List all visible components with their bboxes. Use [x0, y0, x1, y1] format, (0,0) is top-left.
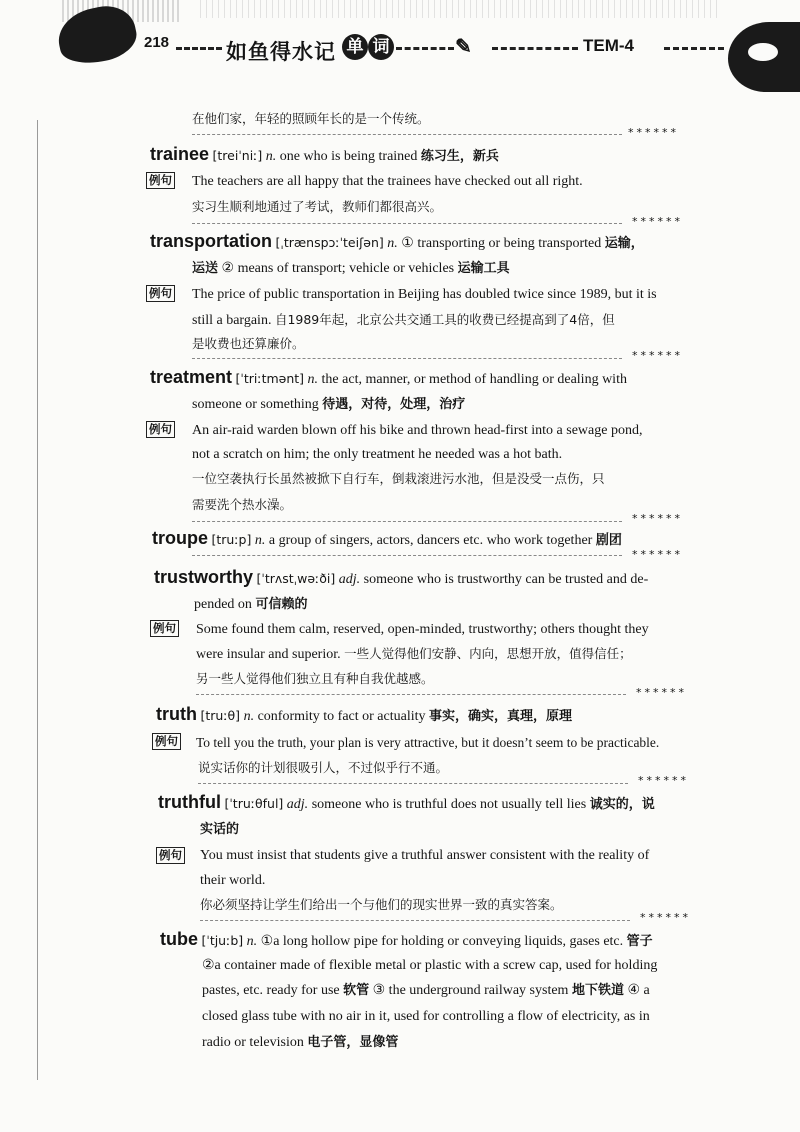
example-sentence-cont	[196, 645, 632, 663]
example-translation: 一些人觉得他们安静、内向，思想开放，值得信任；	[344, 646, 632, 661]
chinese-gloss: 待遇，对待，处理，治疗	[322, 397, 466, 412]
example-sentence-cont: their world.	[200, 873, 266, 888]
definition: someone who is truthful does not usually tell lies	[311, 797, 587, 812]
definition: radio or television	[202, 1035, 304, 1050]
definition: pastes, etc. ready for use	[202, 983, 340, 998]
example-tag: 例句	[150, 620, 179, 637]
entry-transportation-cont	[192, 260, 510, 277]
header-dash	[396, 47, 454, 50]
header-dash	[176, 47, 222, 50]
chinese-gloss: 地下铁道	[571, 983, 624, 998]
entry-trustworthy-cont	[194, 596, 307, 613]
chinese-gloss: 管子	[626, 934, 653, 949]
part-of-speech: n.	[243, 709, 255, 724]
part-of-speech: adj.	[338, 572, 361, 587]
badge-dan: 单	[342, 34, 368, 60]
separator-line	[198, 783, 628, 784]
header-dash	[492, 47, 578, 50]
entry-trainee	[150, 146, 499, 165]
entry-treatment-cont	[192, 396, 465, 413]
definition: ①a long hollow pipe for holding or conveying liquids, gases etc.	[260, 934, 624, 949]
example-sentence: You must insist that students give a truthful answer consistent with the reality of	[200, 848, 650, 863]
separator-line	[192, 358, 622, 359]
header-texture	[200, 0, 720, 18]
entry-tube-cont	[202, 1034, 398, 1051]
chinese-gloss: 事实，确实，真理，原理	[429, 709, 573, 724]
entry-troupe	[152, 530, 622, 549]
example-sentence-cont: not a scratch on him; the only treatment he needed was a hot bath.	[192, 447, 563, 462]
part-of-speech: adj.	[286, 797, 309, 812]
definition: ① transporting or being transported	[401, 236, 602, 251]
separator-stars: ******	[636, 686, 687, 699]
definition: ③ the underground railway system	[372, 983, 569, 998]
phonetic: [ˈtrʌstˌwəːði]	[256, 571, 336, 586]
entry-trustworthy	[154, 569, 648, 588]
chinese-gloss: 可信赖的	[255, 597, 308, 612]
definition: ④ a	[627, 983, 650, 998]
definition: closed glass tube with no air in it, used for controlling a flow of electricity, as in	[202, 1009, 650, 1024]
example-translation: 是收费也还算廉价。	[192, 336, 305, 351]
headword: tube	[160, 929, 198, 949]
example-sentence: Some found them calm, reserved, open-minded, trustworthy; others thought they	[196, 622, 649, 637]
definition: ②a container made of flexible metal or plastic with a screw cap, used for holding	[202, 958, 658, 973]
chinese-gloss: 软管	[343, 983, 370, 998]
separator-stars: ******	[628, 126, 679, 139]
definition: one who is being trained	[279, 149, 418, 164]
page-number: 218	[144, 34, 170, 51]
entry-tube-cont	[202, 982, 650, 999]
headword: transportation	[150, 231, 273, 251]
separator-stars: ******	[632, 349, 683, 362]
example-translation: 需要洗个热水澡。	[192, 497, 293, 512]
headword: trainee	[150, 144, 210, 164]
page-header	[0, 0, 800, 95]
separator-line	[192, 134, 622, 135]
part-of-speech: n.	[387, 236, 398, 251]
definition: ② means of transport; vehicle or vehicles	[221, 261, 455, 276]
chinese-gloss: 运输工具	[457, 261, 510, 276]
chinese-gloss: 运送	[192, 261, 219, 276]
separator-line	[196, 694, 626, 695]
example-translation: 自1989年起，北京公共交通工具的收费已经提高到了4倍，但	[274, 312, 615, 327]
binding-line	[37, 120, 38, 1080]
separator-stars: ******	[632, 215, 683, 228]
example-translation: 实习生顺利地通过了考试，教师们都很高兴。	[192, 199, 443, 214]
entry-transportation	[150, 233, 644, 252]
decorative-doodle-icon: ✎	[455, 36, 472, 58]
example-sentence: The price of public transportation in Beijing has doubled twice since 1989, but it is	[192, 287, 657, 302]
chinese-gloss: 电子管，显像管	[307, 1035, 399, 1050]
definition: the act, manner, or method of handling or dealing with	[321, 372, 627, 387]
phonetic: [truːp]	[211, 532, 252, 547]
example-english: were insular and superior.	[196, 647, 341, 662]
separator-line	[200, 920, 630, 921]
entry-truthful	[158, 794, 655, 813]
phonetic: [ˈtriːtmənt]	[235, 371, 305, 386]
example-sentence: To tell you the truth, your plan is very attractive, but it doesn’t seem to be practicable.	[196, 735, 660, 750]
separator-line	[192, 521, 622, 522]
entry-truth	[156, 706, 572, 725]
chinese-gloss: 实话的	[200, 822, 240, 837]
example-tag: 例句	[146, 285, 175, 302]
phonetic: [ˌtrænspɔːˈteiʃən]	[275, 235, 384, 250]
separator-stars: ******	[632, 548, 683, 561]
part-of-speech: n.	[265, 149, 277, 164]
headword: treatment	[150, 367, 233, 387]
example-translation: 另一些人觉得他们独立且有种自我优越感。	[196, 671, 434, 686]
badge-ci: 词	[368, 34, 394, 60]
chinese-gloss: 练习生，新兵	[420, 149, 499, 164]
phonetic: [ˈtjuːb]	[201, 933, 244, 948]
definition: someone or something	[192, 397, 319, 412]
example-sentence-cont	[192, 311, 615, 329]
example-english: still a bargain.	[192, 313, 272, 328]
chinese-gloss: 诚实的，说	[589, 797, 655, 812]
headword: trustworthy	[154, 567, 253, 587]
part-of-speech: n.	[307, 372, 319, 387]
headword: truthful	[158, 792, 221, 812]
part-of-speech: n.	[254, 533, 266, 548]
definition: someone who is trustworthy can be trusted and de-	[363, 572, 649, 587]
example-tag: 例句	[152, 733, 181, 750]
series-title: 如鱼得水记	[226, 40, 336, 64]
headword: truth	[156, 704, 197, 724]
separator-stars: ******	[638, 774, 689, 787]
phonetic: [truːθ]	[200, 708, 241, 723]
definition: pended on	[194, 597, 252, 612]
fish-logo-eye	[745, 40, 781, 64]
entry-treatment	[150, 369, 627, 388]
headword: troupe	[152, 528, 208, 548]
example-translation: 你必须坚持让学生们给出一个与他们的现实世界一致的真实答案。	[200, 897, 563, 912]
chinese-gloss: 运输，	[604, 236, 644, 251]
separator-line	[192, 555, 622, 556]
separator-line	[192, 223, 622, 224]
example-sentence: The teachers are all happy that the trainees have checked out all right.	[192, 174, 583, 189]
header-dash	[664, 47, 724, 50]
chinese-gloss: 剧团	[595, 533, 622, 548]
separator-stars: ******	[632, 512, 683, 525]
entry-tube	[160, 931, 653, 950]
separator-stars: ******	[640, 911, 691, 924]
definition: a group of singers, actors, dancers etc. who work together	[268, 533, 593, 548]
example-translation: 一位空袭执行长虽然被掀下自行车，倒栽滚进污水池，但是没受一点伤，只	[192, 471, 605, 486]
example-tag: 例句	[146, 172, 175, 189]
phonetic: [ˈtruːθful]	[224, 796, 284, 811]
part-of-speech: n.	[246, 934, 258, 949]
exam-label: TEM-4	[583, 36, 634, 55]
example-translation: 说实话你的计划很吸引人，不过似乎行不通。	[198, 760, 449, 775]
definition: conformity to fact or actuality	[257, 709, 426, 724]
example-tag: 例句	[156, 847, 185, 864]
phonetic: [treiˈniː]	[212, 148, 263, 163]
example-sentence: An air-raid warden blown off his bike and thrown head-first into a sewage pond,	[192, 423, 643, 438]
example-translation: 在他们家，年轻的照顾年长的是一个传统。	[192, 111, 430, 126]
example-tag: 例句	[146, 421, 175, 438]
